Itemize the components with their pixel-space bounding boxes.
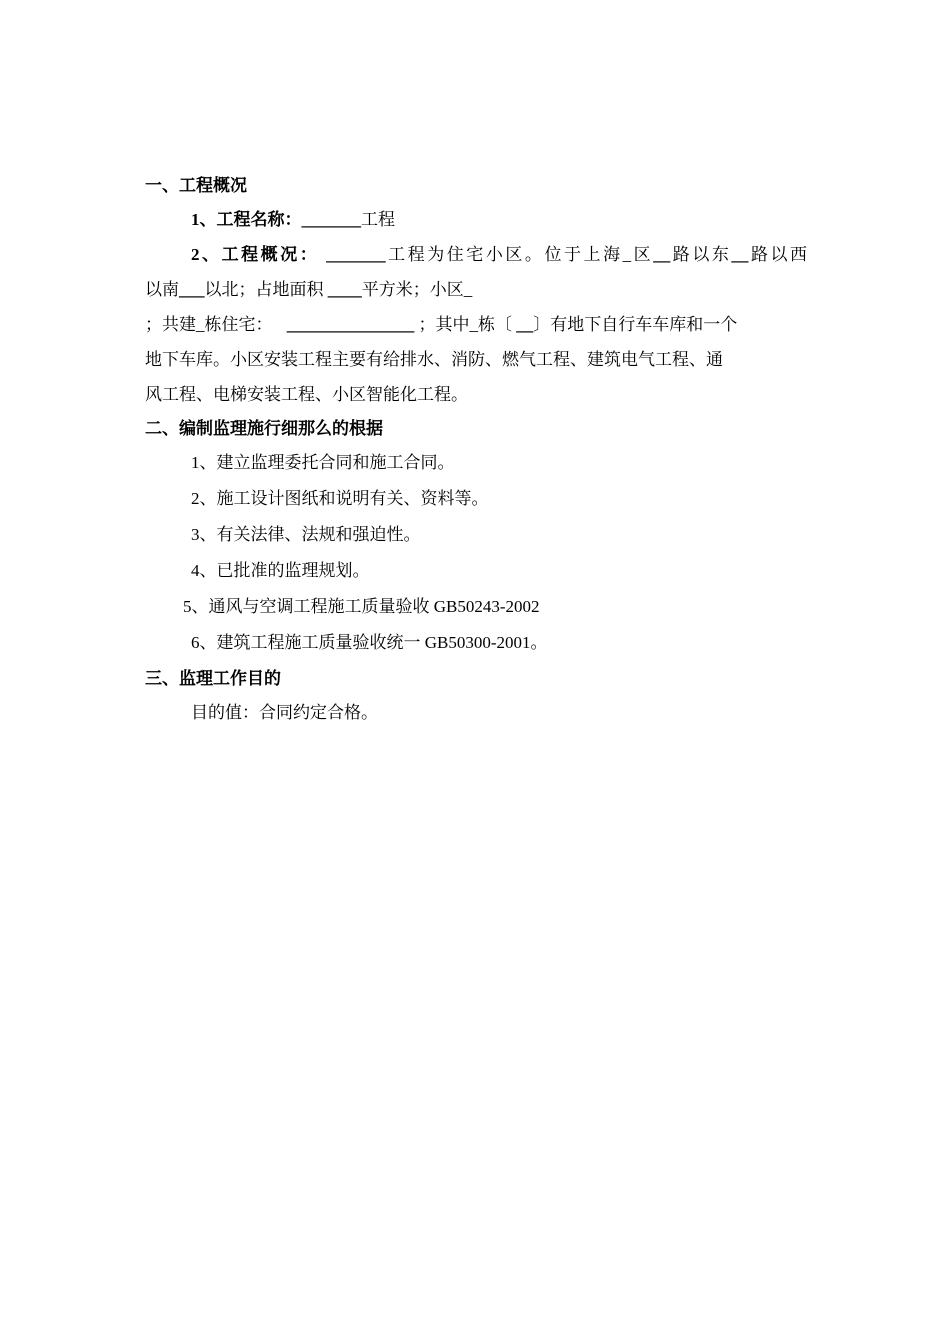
overview-line3-blank-3: _ — [469, 315, 478, 334]
overview-line3-text-2: 栋住宅： — [204, 315, 273, 334]
overview-text-1: 工程为住宅小区。位于上海 — [385, 245, 623, 264]
overview-line3-text-1: ；共建 — [145, 315, 196, 334]
overview-line3-blank-1: _ — [196, 315, 205, 334]
basis-item-1: 1、建立监理委托合同和施工合同。 — [191, 453, 455, 472]
overview-line2-blank-3: _ — [463, 280, 473, 299]
overview-text-3: 路以东 — [670, 245, 732, 264]
project-name-label: 1、工程名称： — [191, 210, 302, 229]
document-content — [145, 174, 807, 725]
overview-blank-2: _ — [622, 245, 632, 264]
overview-line2-blank-1: ___ — [179, 280, 205, 299]
overview-line2-text-2: 以北；占地面积 — [204, 280, 324, 299]
basis-item-6: 6、建筑工程施工质量验收统一 GB50300-2001。 — [191, 633, 548, 652]
overview-blank-3: __ — [653, 245, 671, 264]
overview-line-4: 地下车库。小区安装工程主要有给排水、消防、燃气工程、建筑电气工程、通 — [145, 350, 723, 369]
overview-line-3 — [145, 313, 807, 337]
overview-text-2: 区 — [631, 245, 654, 264]
overview-blank-4: __ — [731, 245, 749, 264]
objective-text: 目的值：合同约定合格。 — [191, 703, 378, 722]
section-heading-basis: 二、编制监理施行细那么的根据 — [145, 419, 383, 438]
overview-line-1 — [145, 243, 807, 267]
basis-item-2: 2、施工设计图纸和说明有关、资料等。 — [191, 489, 489, 508]
overview-text-4: 路以西 — [748, 245, 808, 264]
overview-line2-blank-2: ____ — [327, 280, 362, 299]
section-heading-objective: 三、监理工作目的 — [145, 669, 281, 688]
project-name-blank: _______ — [301, 210, 361, 229]
overview-line-5: 风工程、电梯安装工程、小区智能化工程。 — [145, 385, 468, 404]
basis-item-3: 3、有关法律、法规和强迫性。 — [191, 525, 421, 544]
project-name-line — [145, 208, 807, 232]
overview-blank-1: _______ — [326, 245, 386, 264]
overview-label: 2、工程概况： — [191, 245, 320, 264]
overview-line3-text-3: ；其中 — [418, 315, 470, 334]
overview-line3-blank-4: __ — [516, 315, 534, 334]
project-name-suffix: 工程 — [361, 210, 395, 229]
overview-line3-text-5: 〕有地下自行车车库和一个 — [533, 315, 738, 334]
overview-line3-blank-2: _______________ — [286, 315, 415, 334]
overview-line-2 — [145, 278, 807, 302]
overview-line2-text-3: 平方米；小区 — [361, 280, 464, 299]
overview-line3-text-4: 栋〔 — [478, 315, 512, 334]
section-heading-overview: 一、工程概况 — [145, 176, 247, 195]
overview-line2-text-1: 以南 — [145, 280, 179, 299]
basis-item-4: 4、已批准的监理规划。 — [191, 561, 370, 580]
basis-item-5: 5、通风与空调工程施工质量验收 GB50243-2002 — [183, 597, 540, 616]
